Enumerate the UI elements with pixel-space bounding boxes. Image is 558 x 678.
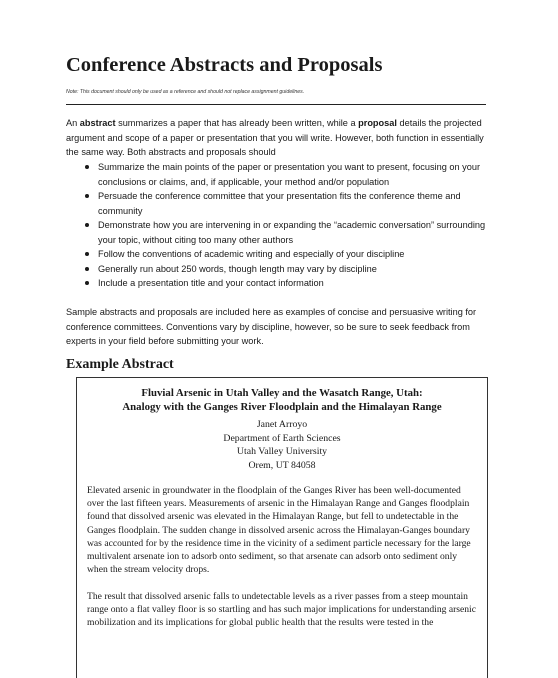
bullet-text: Follow the conventions of academic writing and especially of your discipline <box>98 249 405 259</box>
intro-text-3: details the projected argument and scope of a paper or presentation that you will write. However, both function in essentially the same way. Both abstracts and proposals should <box>66 118 484 157</box>
intro-text-1: An <box>66 118 80 128</box>
example-abstract-box <box>76 377 488 678</box>
intro-text-2: summarizes a paper that has already been written, while a <box>115 118 359 128</box>
bullet-icon <box>85 194 89 198</box>
bullet-text: Include a presentation title and your contact information <box>98 278 324 288</box>
bullet-text: Generally run about 250 words, though length may vary by discipline <box>98 263 377 274</box>
list-item <box>66 247 486 262</box>
list-item <box>66 276 486 291</box>
intro-bold-proposal: proposal <box>358 118 397 128</box>
list-item <box>66 160 486 189</box>
list-item <box>66 262 486 277</box>
abstract-title-line-1: Fluvial Arsenic in Utah Valley and the Wasatch Range, Utah: <box>141 387 423 399</box>
author-location: Orem, UT 84058 <box>248 459 316 471</box>
list-item <box>66 189 486 218</box>
bullet-text: Summarize the main points of the paper or presentation you want to present, focusing on your conclusions or claims, and, if applicable, your method and/or population <box>98 162 481 187</box>
example-abstract-heading: Example Abstract <box>66 357 174 372</box>
author-department: Department of Earth Sciences <box>223 432 341 444</box>
intro-bold-abstract: abstract <box>79 118 116 128</box>
list-item <box>66 218 486 247</box>
bullet-icon <box>85 165 89 169</box>
bullet-icon <box>85 281 89 285</box>
bullet-text: Demonstrate how you are intervening in or expanding the “academic conversation” surrounding your topic, without citing too many other authors <box>98 220 486 245</box>
abstract-title <box>77 386 487 414</box>
bullet-icon <box>85 252 89 256</box>
reference-note: Note: This document should only be used as a reference and should not replace assignment guidelines. <box>66 89 305 95</box>
bullet-icon <box>85 267 89 271</box>
intro-paragraph <box>66 116 486 160</box>
abstract-paragraph-2: The result that dissolved arsenic falls to undetectable levels as a river passes from a steep mountain range onto a flat valley floor is so startling and has such major implications for understanding arsenic mobilization and its implications for global public health that the results were tested in the <box>87 591 476 629</box>
document-title: Conference Abstracts and Proposals <box>66 54 383 76</box>
bullet-list <box>66 160 486 291</box>
abstract-title-line-2: Analogy with the Ganges River Floodplain and the Himalayan Range <box>122 401 442 413</box>
abstract-paragraph-1: Elevated arsenic in groundwater in the floodplain of the Ganges River has been well-documented over the last fifteen years. Measurements of arsenic in the Himalayan Range and Ganges floodplain found that dissolved arsenic was elevated in the Himalayan Range, but fell to undetectable in the Ganges floodplain. The sudden change in dissolved arsenic across the Himalayan-Ganges boundary was accounted for by the residence time in the vicinity of a sediment particle necessary for the large multivalent arsenate ion to adsorb onto sediment, so that arsenate can adsorb onto sediment only when the stream velocity drops. <box>87 485 471 576</box>
title-divider <box>66 104 486 105</box>
author-university: Utah Valley University <box>236 446 328 457</box>
author-name: Janet Arroyo <box>256 419 308 430</box>
bullet-icon <box>85 223 89 227</box>
sample-paragraph: Sample abstracts and proposals are included here as examples of concise and persuasive writing for conference committees. Conventions vary by discipline, however, so be sure to seek feedback from experts in your field before submitting your work. <box>66 307 477 346</box>
bullet-text: Persuade the conference committee that your presentation fits the conference theme and community <box>98 191 461 216</box>
author-block <box>77 418 487 472</box>
